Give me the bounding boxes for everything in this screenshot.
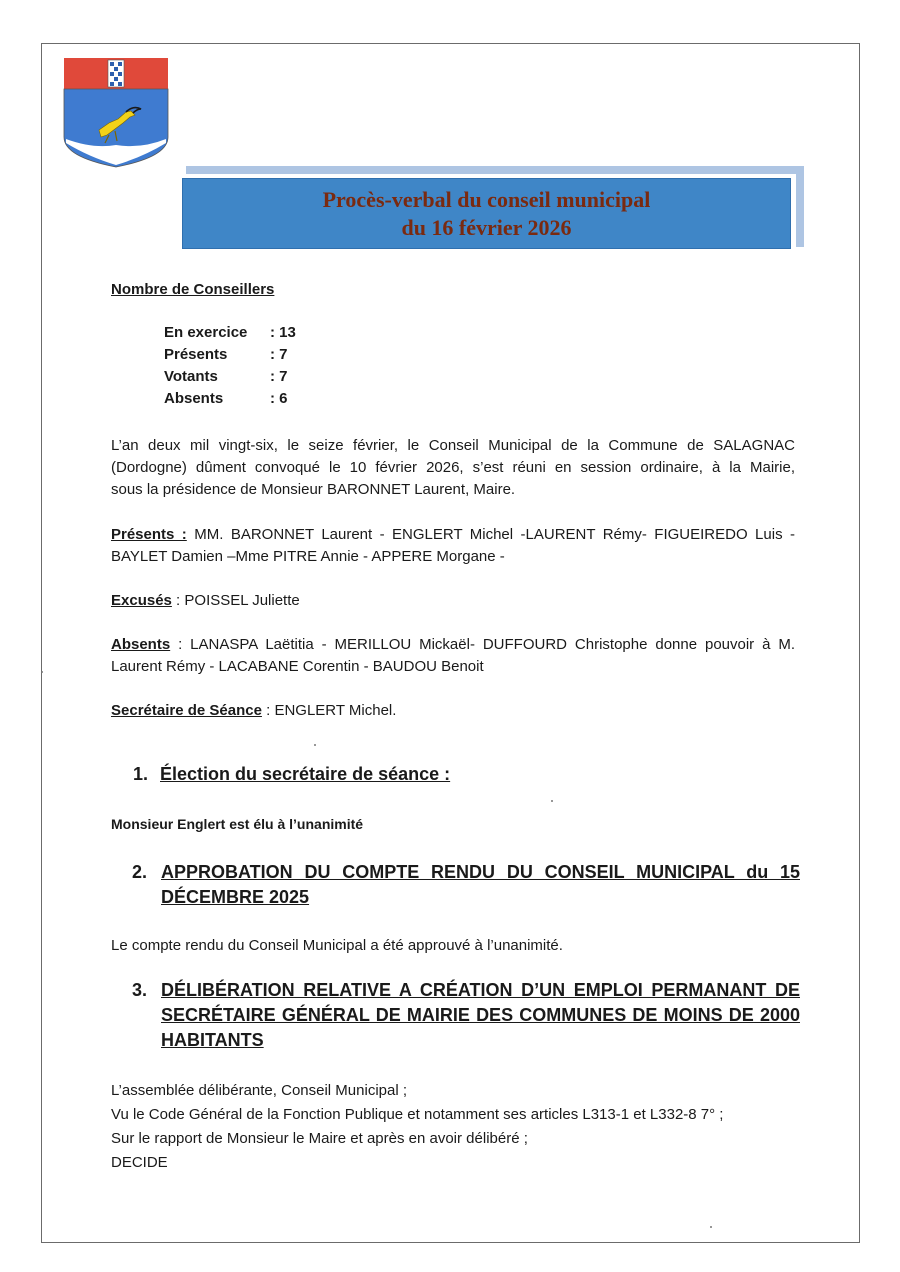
section-title-line: HABITANTS — [161, 1030, 264, 1050]
count-label-votants: Votants — [164, 368, 218, 385]
deliberation-line: Vu le Code Général de la Fonction Publique et notamment ses articles L313-1 et L332-8 7° ; — [111, 1106, 724, 1123]
present-paragraph — [111, 524, 795, 568]
section-number: 1. — [133, 764, 149, 784]
excused-paragraph — [111, 590, 795, 612]
absent-line1: : LANASPA Laëtitia - MERILLOU Mickaël- DUFFOURD Christophe donne pouvoir à M. — [170, 636, 795, 653]
section-title: Élection du secrétaire de séance : — [160, 764, 451, 784]
absent-line1-wrap — [111, 634, 795, 656]
section-title-line: SECRÉTAIRE GÉNÉRAL DE MAIRIE DES COMMUNES DE MOINS DE 2000 — [161, 1005, 800, 1025]
deliberation-line: Sur le rapport de Monsieur le Maire et après en avoir délibéré ; — [111, 1130, 528, 1147]
count-value-votants: : 7 — [270, 368, 288, 385]
deliberation-line: DECIDE — [111, 1154, 168, 1171]
section-1-text: Monsieur Englert est élu à l’unanimité — [111, 816, 364, 832]
present-label: Présents : — [111, 526, 187, 543]
scan-speck — [41, 671, 43, 673]
present-line1-wrap — [111, 524, 795, 546]
absent-line2: Laurent Rémy - LACABANE Corentin - BAUDOU Benoit — [111, 658, 484, 675]
deliberation-line: L’assemblée délibérante, Conseil Municipal ; — [111, 1082, 408, 1099]
section-title — [161, 860, 800, 910]
count-value-absents: : 6 — [270, 390, 288, 407]
section-3-heading — [132, 978, 800, 1053]
secretary-label: Secrétaire de Séance — [111, 702, 262, 719]
section-2-heading — [132, 860, 800, 910]
intro-line: sous la présidence de Monsieur BARONNET Laurent, Maire. — [111, 481, 516, 498]
scan-speck — [710, 1226, 712, 1228]
secretary-text: : ENGLERT Michel. — [261, 702, 397, 719]
title-shadow-top — [186, 166, 804, 174]
section-3-body — [111, 1079, 795, 1175]
count-label-absents: Absents — [164, 390, 224, 407]
counts-heading: Nombre de Conseillers — [111, 281, 275, 298]
section-1-heading — [133, 762, 633, 788]
absent-paragraph — [111, 634, 795, 678]
count-label-exercice: En exercice — [164, 324, 248, 341]
section-2-text: Le compte rendu du Conseil Municipal a été approuvé à l’unanimité. — [111, 937, 563, 954]
section-title-line: DÉLIBÉRATION RELATIVE A CRÉATION D’UN EMPLOI PERMANANT DE — [161, 980, 800, 1000]
section-number: 2. — [132, 862, 148, 882]
section-title-line: DÉCEMBRE 2025 — [161, 887, 310, 907]
intro-paragraph — [111, 435, 795, 501]
excused-text: : POISSEL Juliette — [171, 592, 300, 609]
count-label-presents: Présents — [164, 346, 228, 363]
document-title-line1: Procès-verbal du conseil municipal — [322, 187, 651, 212]
count-value-exercice: : 13 — [270, 324, 296, 341]
coat-of-arms-icon — [63, 57, 169, 169]
section-title-line: APPROBATION DU COMPTE RENDU DU CONSEIL MUNICIPAL du 15 — [161, 862, 800, 882]
title-shadow-right — [796, 170, 804, 247]
present-line2: BAYLET Damien –Mme PITRE Annie - APPERE Morgane - — [111, 548, 505, 565]
section-number: 3. — [132, 980, 148, 1000]
excused-label: Excusés — [111, 592, 172, 609]
document-title-line2: du 16 février 2026 — [401, 215, 572, 240]
absent-label: Absents — [111, 636, 171, 653]
intro-line: L’an deux mil vingt-six, le seize février, le Conseil Municipal de la Commune de SALAGNAC — [111, 437, 795, 454]
scan-speck — [314, 744, 316, 746]
section-title — [161, 978, 800, 1053]
intro-line: (Dordogne) dûment convoqué le 10 février 2026, s’est réuni en session ordinaire, à la Mairie, — [111, 459, 795, 476]
present-line1: MM. BARONNET Laurent - ENGLERT Michel -LAURENT Rémy- FIGUEIREDO Luis - — [194, 526, 795, 543]
count-value-presents: : 7 — [270, 346, 288, 363]
document-title-box — [182, 178, 791, 249]
scan-speck — [551, 800, 553, 802]
secretary-paragraph — [111, 700, 795, 722]
